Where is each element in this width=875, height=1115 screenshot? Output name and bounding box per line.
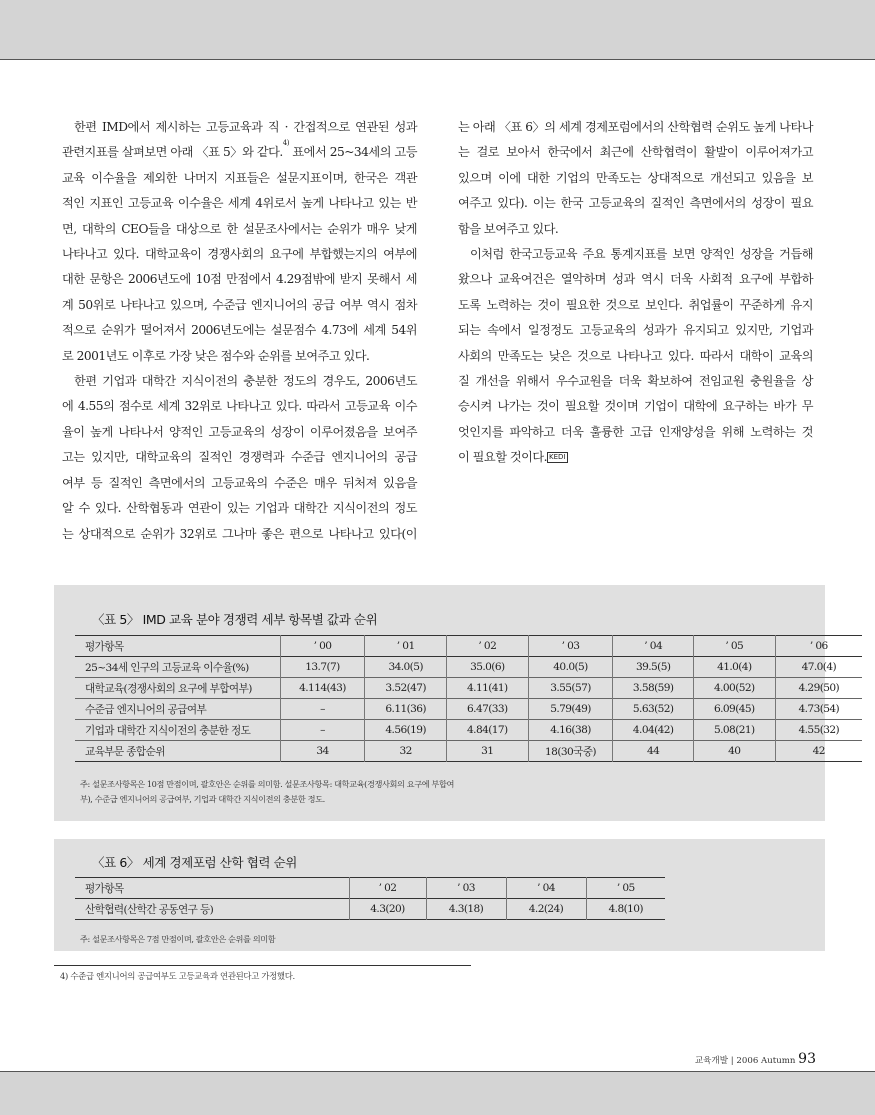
paragraph-line: 왔으나 교육여건은 열악하며 성과 역시 더욱 사회적 요구에 부합하 bbox=[458, 272, 813, 287]
paragraph-line: 승시켜 나가는 것이 필요할 것이며 기업이 대학에 요구하는 바가 무 bbox=[458, 399, 813, 414]
left-text-column bbox=[62, 115, 417, 547]
table-cell: 40.0(5) bbox=[528, 657, 613, 678]
table5 bbox=[75, 635, 862, 762]
table-cell: 4.11(41) bbox=[447, 678, 529, 699]
table-cell: 4.00(52) bbox=[693, 678, 775, 699]
table5-header-cell: ’ 06 bbox=[775, 636, 862, 657]
table-cell: 31 bbox=[447, 741, 529, 762]
paragraph-line: 고는 있지만, 대학교육의 질적인 경쟁력과 수준급 엔지니어의 공급 bbox=[62, 450, 417, 465]
table-cell: 교육부문 종합순위 bbox=[85, 745, 165, 758]
paragraph-line: 있으며 이에 대한 기업의 만족도는 상대적으로 개선되고 있음을 보 bbox=[458, 170, 813, 185]
table5-header-cell: 평가항목 bbox=[85, 640, 124, 653]
paragraph-line: 적인 지표인 고등교육 이수율은 세계 4위로서 높게 나타나고 있는 반 bbox=[62, 196, 417, 211]
table5-header-cell: ’ 04 bbox=[613, 636, 694, 657]
table6-panel bbox=[54, 839, 825, 951]
table-cell: 44 bbox=[613, 741, 694, 762]
kedi-end-mark-icon: KEDI bbox=[549, 453, 566, 462]
table-cell: 39.5(5) bbox=[613, 657, 694, 678]
table-cell: 4.29(50) bbox=[775, 678, 862, 699]
table6-header-cell: 평가항목 bbox=[85, 882, 124, 895]
table-row bbox=[75, 899, 665, 920]
table-cell: 34 bbox=[280, 741, 365, 762]
table-row bbox=[75, 678, 862, 699]
table6-header-cell: ’ 05 bbox=[586, 878, 665, 899]
table5-header-cell: ’ 05 bbox=[693, 636, 775, 657]
table-cell: 3.52(47) bbox=[365, 678, 447, 699]
paragraph-line: 적으로 순위가 떨어져서 2006년도에는 설문점수 4.73에 세계 54위 bbox=[62, 323, 417, 338]
paragraph-line: 관련지표를 살펴보면 아래 〈표 5〉와 같다.$^{4)}$ 표에서 25~34세의 고등 bbox=[62, 139, 417, 160]
table-cell: 수준급 엔지니어의 공급여부 bbox=[85, 703, 207, 716]
table-row bbox=[75, 657, 862, 678]
table-cell: 6.47(33) bbox=[447, 699, 529, 720]
table-cell: 3.55(57) bbox=[528, 678, 613, 699]
table-cell: 5.79(49) bbox=[528, 699, 613, 720]
paragraph-line: 는 아래 〈표 6〉의 세계 경제포럼에서의 산학협력 순위도 높게 나타나 bbox=[458, 120, 813, 134]
paragraph-line: 질 개선을 위해서 우수교원을 더욱 확보하여 전임교원 충원율을 상 bbox=[458, 374, 813, 389]
paragraph-line: 함을 보여주고 있다. bbox=[458, 221, 559, 236]
table-cell: 32 bbox=[365, 741, 447, 762]
table6 bbox=[75, 877, 665, 920]
table6-header-cell: ’ 04 bbox=[506, 878, 586, 899]
paragraph-line: 계 50위로 나타나고 있으며, 수준급 엔지니어의 공급 여부 역시 점차 bbox=[62, 297, 417, 312]
table-cell: 산학협력(산학간 공동연구 등) bbox=[85, 903, 214, 916]
paragraph-line: 여부 등 질적인 측면에서의 고등교육의 수준은 매우 뒤처져 있음을 bbox=[62, 475, 417, 490]
table-cell: 4.114(43) bbox=[280, 678, 365, 699]
table6-caption: 〈표 6〉 세계 경제포럼 산학 협력 순위 bbox=[92, 855, 297, 870]
paragraph-line: 되는 속에서 일정정도 고등교육의 성과가 유지되고 있지만, 기업과 bbox=[458, 323, 813, 338]
table-cell: 4.8(10) bbox=[586, 899, 665, 920]
table-cell: 4.16(38) bbox=[528, 720, 613, 741]
paragraph-line: 알 수 있다. 산학협동과 연관이 있는 기업과 대학간 지식이전의 정도 bbox=[62, 501, 417, 516]
paragraph: 이처럼 한국고등교육 주요 통계지표를 보면 양적인 성장을 거듭해 bbox=[470, 247, 813, 262]
table-cell: 25~34세 인구의 고등교육 이수율(%) bbox=[85, 661, 249, 674]
table6-header-cell: ’ 03 bbox=[426, 878, 506, 899]
footnote-ref: 4) bbox=[282, 139, 289, 148]
paragraph-line: 이 필요할 것이다. KEDI bbox=[458, 450, 566, 465]
table-cell: 4.04(42) bbox=[613, 720, 694, 741]
table5-caption: 〈표 5〉 IMD 교육 분야 경쟁력 세부 항목별 값과 순위 bbox=[92, 612, 378, 627]
paragraph-line: 는 걸로 보아서 한국에서 최근에 산학협력이 활발이 이루어져가고 bbox=[458, 145, 813, 160]
footnote: 4) 수준급 엔지니어의 공급여부도 고등교육과 연관된다고 가정했다. bbox=[60, 971, 295, 981]
table-cell: 4.73(54) bbox=[775, 699, 862, 720]
table-cell: 5.63(52) bbox=[613, 699, 694, 720]
paragraph-line: 여주고 있다). 이는 한국 고등교육의 질적인 측면에서의 성장이 필요 bbox=[458, 196, 813, 211]
table-cell: 47.0(4) bbox=[775, 657, 862, 678]
paragraph-line: 대한 문항은 2006년도에 10점 만점에서 4.29점밖에 받지 못해서 세 bbox=[62, 272, 417, 287]
paragraph-line: 교육 이수율을 제외한 나머지 지표들은 설문지표이며, 한국은 객관 bbox=[62, 170, 417, 185]
table-cell: 4.84(17) bbox=[447, 720, 529, 741]
table-cell: 4.2(24) bbox=[506, 899, 586, 920]
table5-header-row bbox=[75, 636, 862, 657]
page-footer bbox=[695, 1051, 816, 1067]
table5-header-cell: ’ 03 bbox=[528, 636, 613, 657]
paragraph-line: 도록 노력하는 것이 필요한 것으로 보인다. 취업률이 꾸준하게 유지 bbox=[458, 297, 813, 312]
table5-header-cell: ’ 00 bbox=[280, 636, 365, 657]
paragraph-line: 나타나고 있다. 대학교육이 경쟁사회의 요구에 부합했는지의 여부에 bbox=[62, 247, 417, 262]
paragraph-line: 율이 높게 나타나서 양적인 고등교육의 성장이 이루어졌음을 보여주 bbox=[62, 424, 417, 439]
table-cell: 6.09(45) bbox=[693, 699, 775, 720]
paragraph-line: 에 4.55의 점수로 세계 32위로 나타나고 있다. 따라서 고등교육 이수 bbox=[62, 399, 417, 414]
table6-note: 주: 설문조사항목은 7점 만점이며, 괄호안은 순위를 의미함 bbox=[80, 934, 276, 944]
paragraph: 한편 IMD에서 제시하는 고등교육과 직 · 간접적으로 연관된 성과 bbox=[74, 120, 417, 134]
table-row bbox=[75, 720, 862, 741]
table-cell: 3.58(59) bbox=[613, 678, 694, 699]
table-cell: 42 bbox=[775, 741, 862, 762]
table-cell: 기업과 대학간 지식이전의 충분한 정도 bbox=[85, 724, 251, 737]
table-cell: 13.7(7) bbox=[280, 657, 365, 678]
bottom-margin-band bbox=[0, 1071, 875, 1115]
table5-header-cell: ’ 02 bbox=[447, 636, 529, 657]
table-cell: 대학교육(경쟁사회의 요구에 부합여부) bbox=[85, 682, 252, 695]
table-cell: 40 bbox=[693, 741, 775, 762]
table-cell: 5.08(21) bbox=[693, 720, 775, 741]
footer-separator: | bbox=[730, 1056, 737, 1066]
journal-name: 교육개발 bbox=[694, 1056, 729, 1066]
table-cell: 4.3(18) bbox=[426, 899, 506, 920]
table6-header-row bbox=[75, 878, 665, 899]
table-cell: 18(30국중) bbox=[528, 741, 613, 762]
table-cell: 4.55(32) bbox=[775, 720, 862, 741]
paragraph-line: 엇인지를 파악하고 더욱 훌륭한 고급 인재양성을 위해 노력하는 것 bbox=[458, 424, 813, 439]
table-cell: 6.11(36) bbox=[365, 699, 447, 720]
table5-panel bbox=[54, 585, 840, 821]
table-row bbox=[75, 741, 862, 762]
table-row bbox=[75, 699, 862, 720]
table-cell: – bbox=[280, 720, 365, 741]
right-text-column bbox=[458, 115, 813, 471]
table-cell: 34.0(5) bbox=[365, 657, 447, 678]
table-cell: 4.3(20) bbox=[349, 899, 426, 920]
paragraph-line: 사회의 만족도는 낮은 것으로 나타나고 있다. 따라서 대학이 교육의 bbox=[458, 348, 813, 363]
table-cell: 4.56(19) bbox=[365, 720, 447, 741]
footnote-divider bbox=[54, 965, 471, 966]
top-margin-band bbox=[0, 0, 875, 60]
paragraph-line: 는 상대적으로 순위가 32위로 그나마 좋은 편으로 나타나고 있다(이 bbox=[62, 526, 417, 541]
journal-issue: 2006 Autumn bbox=[736, 1056, 796, 1066]
table-cell: 41.0(4) bbox=[693, 657, 775, 678]
table5-note: 주: 설문조사항목은 10점 만점이며, 괄호안은 순위를 의미함. 설문조사항목: 대학교육(경쟁사회의 요구에 부합여 부), 수준급 엔지니어의 공급여부, 기업과 대학간 지식이전의 충분한 정도. bbox=[80, 779, 454, 804]
table5-header-cell: ’ 01 bbox=[365, 636, 447, 657]
paragraph-line: 면, 대학의 CEO들을 대상으로 한 설문조사에서는 순위가 매우 낮게 bbox=[62, 221, 417, 236]
page-number: 93 bbox=[798, 1051, 816, 1067]
table-cell: 35.0(6) bbox=[447, 657, 529, 678]
paragraph: 한편 기업과 대학간 지식이전의 충분한 정도의 경우도, 2006년도 bbox=[74, 374, 417, 389]
paragraph-line: 로 2001년도 이후로 가장 낮은 점수와 순위를 보여주고 있다. bbox=[62, 348, 370, 363]
table6-header-cell: ’ 02 bbox=[349, 878, 426, 899]
table-cell: – bbox=[280, 699, 365, 720]
